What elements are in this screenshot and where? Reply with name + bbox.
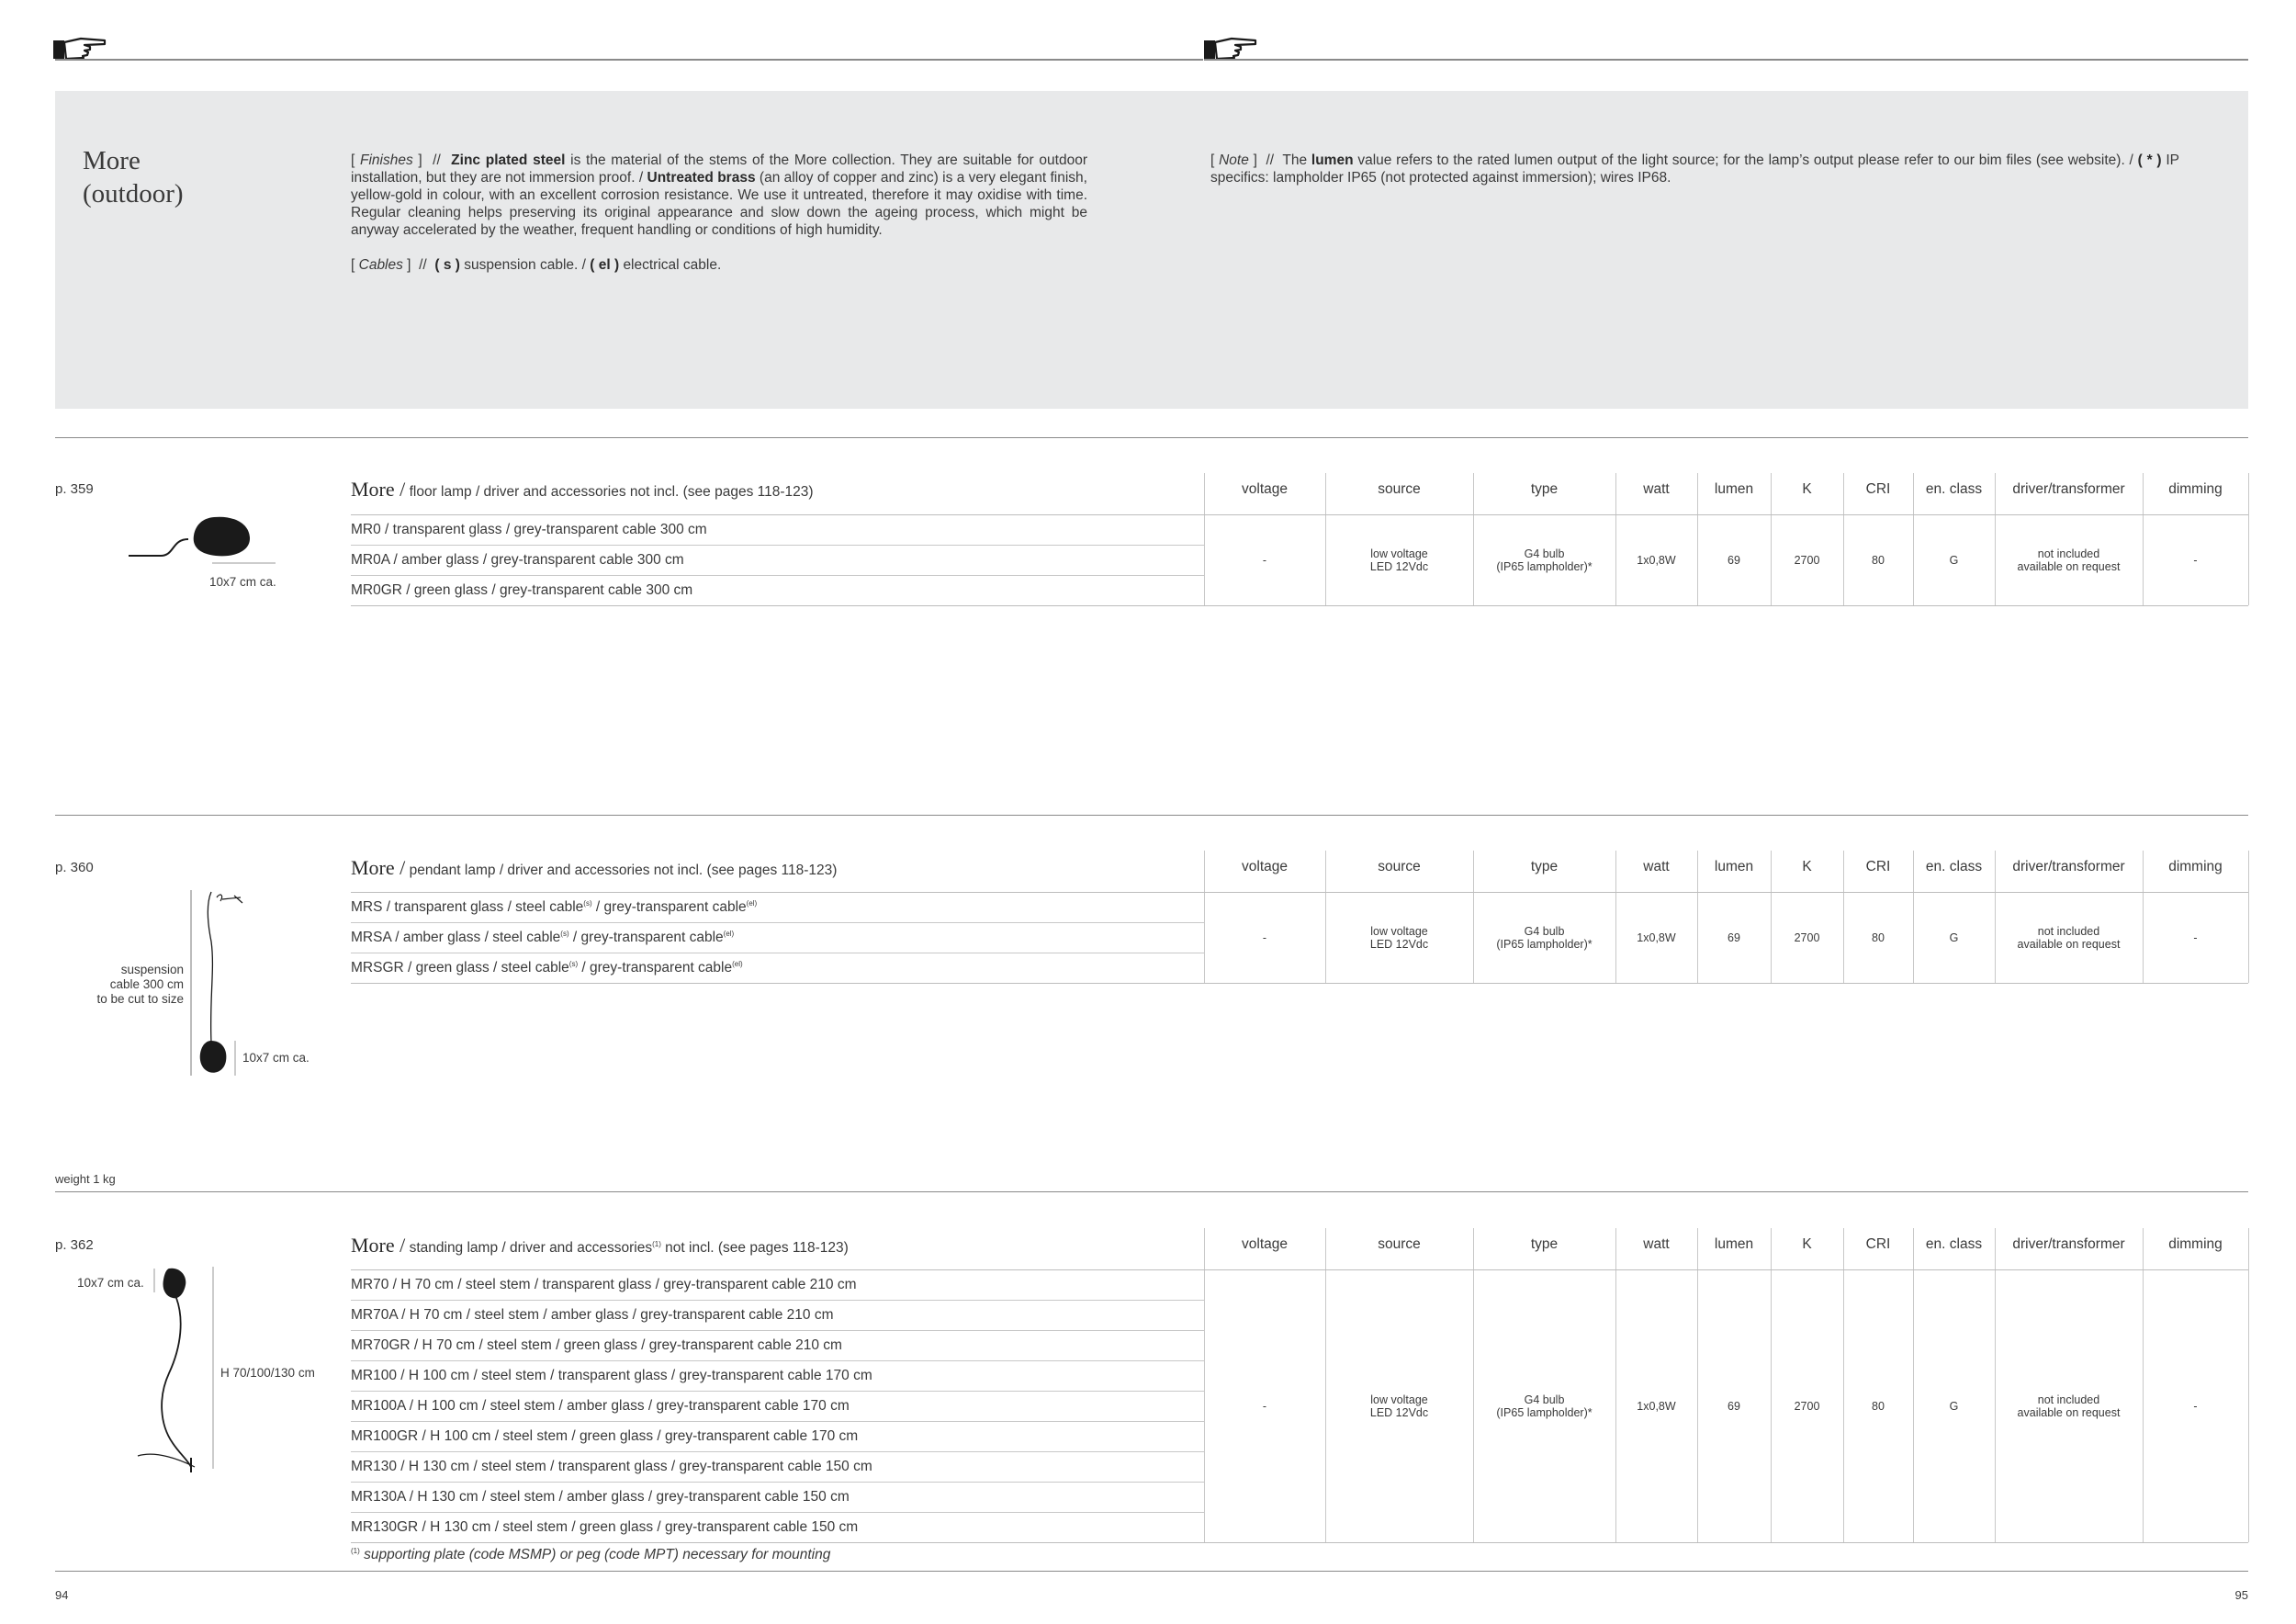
spec-value: - — [1262, 1399, 1267, 1413]
column-header-dimming: dimming — [2168, 481, 2223, 497]
row-rule — [351, 1360, 1204, 1361]
pointing-hand-icon — [1204, 35, 1259, 61]
product-name: More / — [351, 478, 406, 501]
spec-value: G — [1949, 553, 1959, 567]
separator: // — [433, 152, 441, 168]
spec-driver — [1995, 925, 2143, 951]
spec-value: 2700 — [1794, 1399, 1820, 1413]
spec-type — [1473, 547, 1615, 573]
zinc-label: Zinc plated steel — [451, 152, 566, 168]
brass-label: Untreated brass — [647, 170, 756, 186]
spec-value: - — [2193, 930, 2198, 944]
separator: // — [419, 257, 427, 273]
row-rule — [351, 575, 1204, 576]
note-body: value refers to the rated lumen output of the light source; for the lamp’s output please refer to our bim files (see website). / — [1357, 152, 2133, 168]
table-row: MR70GR / H 70 cm / steel stem / green glass / grey-transparent cable 210 cm — [351, 1337, 842, 1353]
spec-value: 1x0,8W — [1637, 553, 1676, 567]
column-divider — [2143, 1228, 2144, 1542]
cable-note — [73, 963, 184, 1007]
spec-value: available on request — [2017, 937, 2121, 951]
row-rule — [351, 1391, 1204, 1392]
row-rule — [351, 1451, 1204, 1452]
column-divider — [2248, 851, 2249, 983]
pointing-hand-icon — [53, 35, 108, 61]
table-row — [351, 899, 757, 916]
row-rule — [351, 1300, 1204, 1301]
spec-voltage — [1204, 931, 1325, 944]
note-label: Note — [1219, 152, 1249, 168]
spec-en_class — [1913, 1400, 1995, 1413]
section-rule — [55, 815, 2248, 816]
spec-voltage — [1204, 1400, 1325, 1413]
column-header-voltage: voltage — [1242, 1236, 1288, 1252]
spec-value: (IP65 lampholder)* — [1496, 937, 1593, 951]
page-number-left: 94 — [55, 1588, 69, 1602]
column-header-cri: CRI — [1865, 1236, 1891, 1252]
table-header-rule — [351, 514, 2248, 515]
table-row: MR130GR / H 130 cm / steel stem / green glass / grey-transparent cable 150 cm — [351, 1519, 859, 1535]
cable-code-marker: (el) — [723, 929, 735, 938]
spec-source — [1325, 547, 1473, 573]
weight-label: weight 1 kg — [55, 1172, 116, 1186]
spec-value: available on request — [2017, 559, 2121, 573]
row-text: MRSA / amber glass / steel cable — [351, 930, 561, 945]
spec-value: 2700 — [1794, 553, 1820, 567]
height-label: H 70/100/130 cm — [220, 1366, 315, 1380]
row-text: / grey-transparent cable — [578, 960, 733, 976]
column-header-watt: watt — [1643, 1236, 1670, 1252]
table-row — [351, 960, 743, 976]
note-text: [ Note ] // The lumen value refers to the rated lumen output of the light source; for the lamp’s output please refer to our bim files (see website). / ( * ) IP specifics: lampholder IP65 (not protected against immersion); wires IP68. — [1210, 152, 2179, 186]
footnote-marker: (1) — [351, 1546, 360, 1555]
header-rule — [55, 59, 1203, 61]
product-name: More / — [351, 856, 406, 879]
column-header-watt: watt — [1643, 481, 1670, 497]
product-name: More / — [351, 1234, 406, 1257]
cable-code-marker: (s) — [583, 898, 592, 908]
row-text: MRS / transparent glass / steel cable — [351, 899, 584, 915]
column-header-type: type — [1530, 481, 1559, 497]
column-header-k: K — [1802, 481, 1812, 497]
column-divider — [1325, 1228, 1326, 1542]
column-header-type: type — [1530, 859, 1559, 874]
finishes-text: [ Finishes ] // Zinc plated steel is the material of the stems of the More collection. They are suitable for outdoor installation, but they are not immersion proof. / Untreated brass (an alloy of copper and zinc) is a very elegant finish, yellow-gold in colour, with an excellent corrosion resistance. We use it untreated, therefore it may oxidise with time. Regular cleaning helps preserving its original appearance and slow down the ageing process, which might be anyway accelerated by the weather, frequent handling or conditions of high humidity. [ Cables ] // ( s ) suspension cable. / ( el ) electrical cable. — [351, 152, 1087, 273]
spec-value: G4 bulb — [1524, 547, 1565, 560]
page-ref: p. 359 — [55, 481, 94, 497]
el-label: ( el ) — [590, 257, 620, 273]
spec-voltage — [1204, 554, 1325, 567]
table-row: MR0GR / green glass / grey-transparent cable 300 cm — [351, 582, 693, 598]
column-header-cri: CRI — [1865, 481, 1891, 497]
table-bottom-rule — [351, 1542, 2248, 1543]
row-text: MRSGR / green glass / steel cable — [351, 960, 569, 976]
column-header-dimming: dimming — [2168, 1236, 2223, 1252]
spec-value: 69 — [1728, 1399, 1740, 1413]
el-text: electrical cable. — [623, 257, 722, 273]
table-row: MR70A / H 70 cm / steel stem / amber glass / grey-transparent cable 210 cm — [351, 1307, 834, 1323]
cable-code-marker: (el) — [732, 959, 743, 968]
column-header-source: source — [1378, 481, 1421, 497]
cable-note-line: suspension — [120, 963, 184, 976]
column-header-driver: driver/transformer — [2012, 1236, 2125, 1252]
spec-driver — [1995, 547, 2143, 573]
row-rule — [351, 1421, 1204, 1422]
mounting-note — [351, 1547, 830, 1563]
spec-dimming — [2143, 554, 2248, 567]
spec-k — [1771, 1400, 1843, 1413]
spec-value: LED 12Vdc — [1369, 1405, 1429, 1419]
spec-watt — [1615, 1400, 1697, 1413]
standing-lamp-drawing — [129, 1263, 230, 1474]
column-divider — [1615, 1228, 1616, 1542]
spec-type — [1473, 1393, 1615, 1419]
column-header-driver: driver/transformer — [2012, 481, 2125, 497]
column-header-lumen: lumen — [1714, 481, 1754, 497]
table-row: MR130 / H 130 cm / steel stem / transparent glass / grey-transparent cable 150 cm — [351, 1459, 872, 1474]
spec-value: - — [1262, 553, 1267, 567]
column-divider — [2248, 473, 2249, 605]
spec-dimming — [2143, 1400, 2248, 1413]
star-text: IP specifics: lampholder IP65 (not protected against immersion); wires IP68. — [1210, 152, 2179, 186]
spec-value: 69 — [1728, 930, 1740, 944]
spec-value: (IP65 lampholder)* — [1496, 1405, 1593, 1419]
spec-value: - — [1262, 930, 1267, 944]
table-header-rule — [351, 1269, 2248, 1270]
note-pre: The — [1282, 152, 1308, 168]
spec-value: not included — [2037, 924, 2100, 938]
column-header-en_class: en. class — [1925, 481, 1983, 497]
spec-value: 2700 — [1794, 930, 1820, 944]
header-rule — [1204, 59, 2248, 61]
row-rule — [351, 545, 1204, 546]
row-text: / grey-transparent cable — [591, 899, 747, 915]
brass-text: (an alloy of copper and zinc) is a very elegant finish, yellow-gold in colour, with an excellent corrosion resistance. We use it untreated, therefore it may oxidise with time. Regular cleaning helps preserving its original appearance and slow down the ageing process, which might be anyway accelerated by the weather, frequent handling or conditions of high humidity. — [351, 170, 1087, 238]
cable-code-marker: (s) — [568, 959, 579, 968]
table-header-rule — [351, 892, 2248, 893]
section-title — [351, 478, 814, 502]
star-label: ( * ) — [2137, 152, 2162, 168]
row-text: / grey-transparent cable — [568, 930, 724, 945]
column-header-lumen: lumen — [1714, 859, 1754, 874]
spec-lumen — [1697, 1400, 1771, 1413]
section-rule — [55, 437, 2248, 438]
spec-value: LED 12Vdc — [1369, 937, 1429, 951]
column-header-dimming: dimming — [2168, 859, 2223, 874]
spec-k — [1771, 554, 1843, 567]
s-text: suspension cable. / — [464, 257, 586, 273]
dimension-label: 10x7 cm ca. — [77, 1276, 144, 1290]
column-header-en_class: en. class — [1925, 859, 1983, 874]
row-rule — [351, 922, 1204, 923]
dimension-label: 10x7 cm ca. — [242, 1051, 310, 1065]
table-bottom-rule — [351, 605, 2248, 606]
spec-value: LED 12Vdc — [1369, 559, 1429, 573]
column-divider — [1204, 1228, 1205, 1542]
page-ref: p. 360 — [55, 860, 94, 875]
row-rule — [351, 1512, 1204, 1513]
spec-en_class — [1913, 554, 1995, 567]
finishes-label: Finishes — [360, 152, 413, 168]
spec-value: 1x0,8W — [1637, 1399, 1676, 1413]
spec-driver — [1995, 1393, 2143, 1419]
column-divider — [1697, 1228, 1698, 1542]
spec-source — [1325, 1393, 1473, 1419]
spec-cri — [1843, 1400, 1913, 1413]
spec-cri — [1843, 554, 1913, 567]
column-divider — [1771, 1228, 1772, 1542]
separator: // — [1266, 152, 1275, 168]
page-ref: p. 362 — [55, 1237, 94, 1253]
spec-value: G — [1949, 1399, 1959, 1413]
column-header-watt: watt — [1643, 859, 1670, 874]
section-title — [351, 856, 837, 880]
spec-value: - — [2193, 1399, 2198, 1413]
spec-value: - — [2193, 553, 2198, 567]
dimension-label: 10x7 cm ca. — [209, 575, 276, 589]
spec-en_class — [1913, 931, 1995, 944]
spec-value: 80 — [1872, 1399, 1885, 1413]
spec-value: low voltage — [1370, 924, 1428, 938]
spec-k — [1771, 931, 1843, 944]
column-header-en_class: en. class — [1925, 1236, 1983, 1252]
s-label: ( s ) — [434, 257, 460, 273]
page-number-right: 95 — [2234, 1588, 2248, 1602]
spec-lumen — [1697, 931, 1771, 944]
spec-watt — [1615, 931, 1697, 944]
spec-value: 80 — [1872, 930, 1885, 944]
spec-value: low voltage — [1370, 1393, 1428, 1406]
column-header-source: source — [1378, 859, 1421, 874]
spec-watt — [1615, 554, 1697, 567]
footer-rule — [55, 1571, 2248, 1572]
table-row: MR70 / H 70 cm / steel stem / transparent glass / grey-transparent cable 210 cm — [351, 1277, 857, 1292]
spec-value: (IP65 lampholder)* — [1496, 559, 1593, 573]
table-row: MR0A / amber glass / grey-transparent cable 300 cm — [351, 552, 684, 568]
column-divider — [1995, 1228, 1996, 1542]
column-divider — [1913, 1228, 1914, 1542]
cable-code-marker: (el) — [746, 898, 758, 908]
lumen-label: lumen — [1311, 152, 1354, 168]
spec-value: not included — [2037, 1393, 2100, 1406]
table-row: MR100 / H 100 cm / steel stem / transparent glass / grey-transparent cable 170 cm — [351, 1368, 872, 1383]
product-subtitle: pendant lamp / driver and accessories not incl. (see pages 118-123) — [409, 863, 838, 878]
table-row: MR130A / H 130 cm / steel stem / amber glass / grey-transparent cable 150 cm — [351, 1489, 850, 1505]
spec-value: 80 — [1872, 553, 1885, 567]
column-header-voltage: voltage — [1242, 859, 1288, 874]
product-subtitle: not incl. (see pages 118-123) — [660, 1240, 849, 1256]
column-divider — [2248, 1228, 2249, 1542]
product-subtitle: standing lamp / driver and accessories — [409, 1240, 653, 1256]
spec-dimming — [2143, 931, 2248, 944]
section-title — [351, 1234, 849, 1257]
row-rule — [351, 1482, 1204, 1483]
collection-title — [83, 144, 184, 210]
spec-value: 1x0,8W — [1637, 930, 1676, 944]
title-line-2: (outdoor) — [83, 179, 184, 209]
zinc-text: is the material of the stems of the More collection. They are suitable for outdoor installation, but they are not immersion proof. / — [351, 152, 1087, 186]
spec-value: low voltage — [1370, 547, 1428, 560]
spec-type — [1473, 925, 1615, 951]
spec-value: available on request — [2017, 1405, 2121, 1419]
section-rule — [55, 1191, 2248, 1192]
spec-value: G — [1949, 930, 1959, 944]
cables-label: Cables — [358, 257, 403, 273]
floor-lamp-drawing — [124, 510, 280, 565]
column-header-source: source — [1378, 1236, 1421, 1252]
column-header-k: K — [1802, 1236, 1812, 1252]
column-header-type: type — [1530, 1236, 1559, 1252]
column-header-voltage: voltage — [1242, 481, 1288, 497]
column-header-lumen: lumen — [1714, 1236, 1754, 1252]
title-line-1: More — [83, 146, 141, 175]
column-divider — [1473, 1228, 1474, 1542]
column-header-k: K — [1802, 859, 1812, 874]
row-rule — [351, 1330, 1204, 1331]
spec-value: 69 — [1728, 553, 1740, 567]
mounting-note-text: supporting plate (code MSMP) or peg (code MPT) necessary for mounting — [359, 1547, 831, 1562]
cable-code-marker: (s) — [560, 929, 569, 938]
table-row: MR100A / H 100 cm / steel stem / amber glass / grey-transparent cable 170 cm — [351, 1398, 850, 1414]
spec-source — [1325, 925, 1473, 951]
product-subtitle: floor lamp / driver and accessories not incl. (see pages 118-123) — [409, 484, 814, 500]
footnote-marker: (1) — [652, 1239, 661, 1248]
spec-value: G4 bulb — [1524, 924, 1565, 938]
spec-value: not included — [2037, 547, 2100, 560]
column-divider — [1843, 1228, 1844, 1542]
table-row: MR100GR / H 100 cm / steel stem / green glass / grey-transparent cable 170 cm — [351, 1428, 859, 1444]
table-row: MR0 / transparent glass / grey-transparent cable 300 cm — [351, 522, 707, 537]
cable-note-line: cable 300 cm — [109, 977, 184, 991]
column-header-cri: CRI — [1865, 859, 1891, 874]
spec-lumen — [1697, 554, 1771, 567]
spec-value: G4 bulb — [1524, 1393, 1565, 1406]
spec-cri — [1843, 931, 1913, 944]
cable-note-line: to be cut to size — [96, 992, 184, 1006]
column-header-driver: driver/transformer — [2012, 859, 2125, 874]
table-row — [351, 930, 734, 946]
table-bottom-rule — [351, 983, 2248, 984]
